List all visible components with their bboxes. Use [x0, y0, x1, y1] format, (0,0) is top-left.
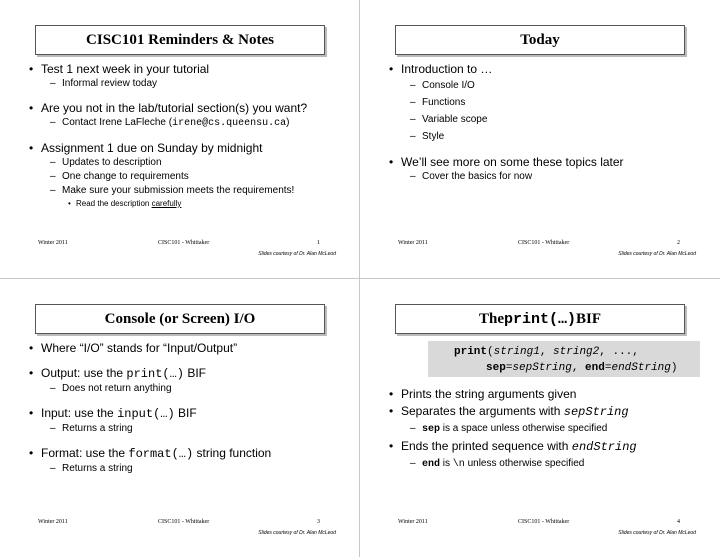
page-number: 2	[677, 240, 680, 246]
bullet: • Format: use the format(…) string function	[28, 446, 348, 462]
slide-4	[360, 279, 720, 557]
sub-bullet: – Cover the basics for now	[388, 170, 708, 184]
sub-bullet: – Style	[388, 128, 708, 145]
sub-bullet: – Make sure your submission meets the requirements!	[28, 184, 348, 198]
sub-bullet: – sep is a space unless otherwise specified	[388, 421, 708, 438]
sub-bullet: – Functions	[388, 94, 708, 111]
slide-footer: Winter 2011 CISC101 - Whittaker 3 Slides courtesy of Dr. Alan McLeod	[38, 519, 336, 536]
code-signature: print(string1, string2, ..., sep=sepString, end=endString)	[428, 341, 700, 377]
bullet: • We’ll see more on some these topics later	[388, 155, 708, 170]
slide-title: Console (or Screen) I/O	[35, 304, 325, 334]
bullet: • Where “I/O” stands for “Input/Output”	[28, 341, 348, 356]
slide-3	[0, 279, 360, 557]
slide-title: CISC101 Reminders & Notes	[35, 25, 325, 55]
sub-bullet: – One change to requirements	[28, 170, 348, 184]
bullet: • Prints the string arguments given	[388, 386, 708, 403]
slide-body	[28, 341, 348, 476]
slide-body	[388, 62, 708, 184]
bullet: • Introduction to …	[388, 62, 708, 77]
bullet: • Ends the printed sequence with endString	[388, 438, 708, 456]
bullet: • Are you not in the lab/tutorial section(s) you want?	[28, 101, 348, 116]
slide-1	[0, 0, 360, 278]
bullet: • Test 1 next week in your tutorial	[28, 62, 348, 77]
page-number: 3	[317, 519, 320, 525]
slide-footer: Winter 2011 CISC101 - Whittaker 2 Slides courtesy of Dr. Alan McLeod	[398, 240, 696, 257]
slide-body	[388, 386, 708, 473]
sub-sub-bullet: • Read the description carefully	[28, 198, 348, 210]
bullet: • Input: use the input(…) BIF	[28, 406, 348, 422]
sub-bullet: – Variable scope	[388, 111, 708, 128]
sub-bullet: – Returns a string	[28, 462, 348, 476]
email-text: irene@cs.queensu.ca	[172, 118, 287, 129]
slide-body	[28, 62, 348, 210]
sub-bullet: – Contact Irene LaFleche (irene@cs.queensu.ca)	[28, 116, 348, 131]
sub-bullet: – end is \n unless otherwise specified	[388, 456, 708, 473]
slide-footer: Winter 2011 CISC101 - Whittaker 1 Slides courtesy of Dr. Alan McLeod	[38, 240, 336, 257]
page-number: 4	[677, 519, 680, 525]
slide-title: The print(…) BIF	[395, 304, 685, 334]
sub-bullet: – Does not return anything	[28, 382, 348, 396]
slide-title: Today	[395, 25, 685, 55]
bullet: • Assignment 1 due on Sunday by midnight	[28, 141, 348, 156]
sub-bullet: – Informal review today	[28, 77, 348, 91]
slide-footer: Winter 2011 CISC101 - Whittaker 4 Slides courtesy of Dr. Alan McLeod	[398, 519, 696, 536]
sub-bullet: – Updates to description	[28, 156, 348, 170]
page-number: 1	[317, 240, 320, 246]
slide-2	[360, 0, 720, 278]
bullet: • Separates the arguments with sepString	[388, 403, 708, 421]
bullet: • Output: use the print(…) BIF	[28, 366, 348, 382]
sub-bullet: – Console I/O	[388, 77, 708, 94]
sub-bullet: – Returns a string	[28, 422, 348, 436]
